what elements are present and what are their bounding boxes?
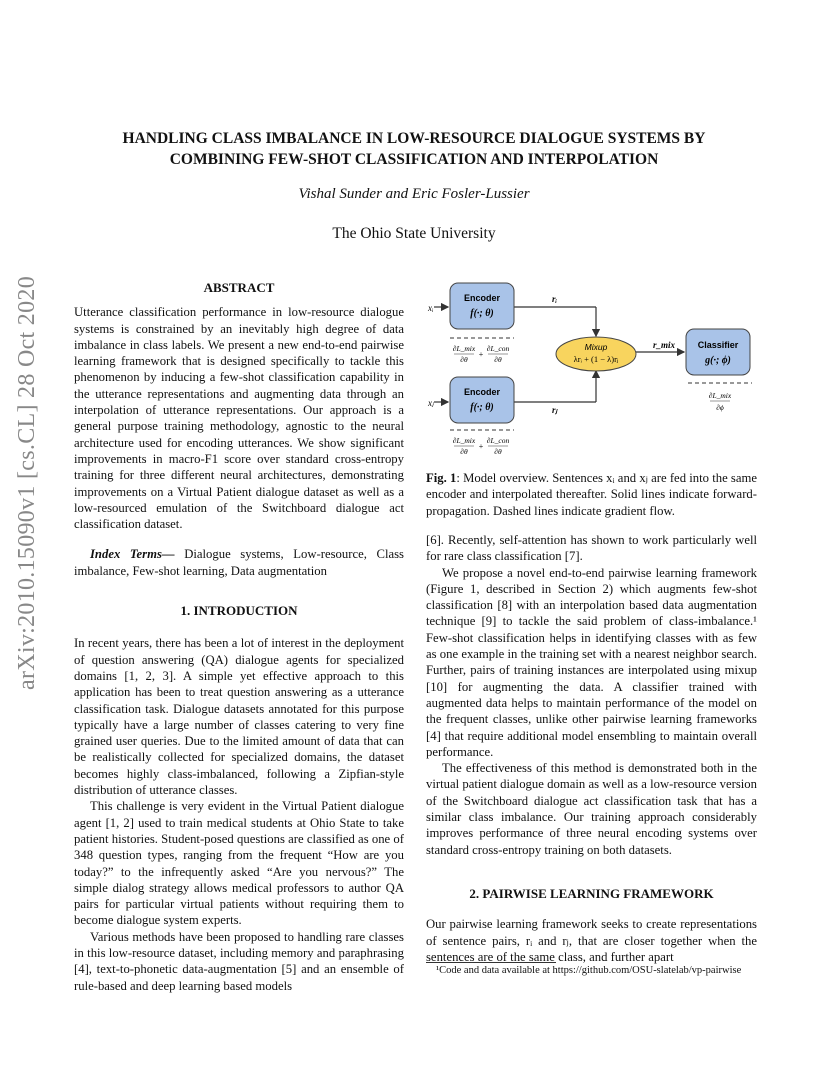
svg-text:Classifier: Classifier <box>697 340 739 350</box>
affiliation: The Ohio State University <box>332 225 496 242</box>
abstract-heading: ABSTRACT <box>203 280 275 295</box>
arxiv-sidebar: arXiv:2010.15090v1 [cs.CL] 28 Oct 2020 <box>14 275 40 690</box>
svg-text:f(·; θ): f(·; θ) <box>470 308 494 319</box>
svg-text:∂θ: ∂θ <box>494 355 502 364</box>
encoder-box-bottom <box>450 377 514 423</box>
figure-caption: Fig. 1: Model overview. Sentences xᵢ and xⱼ are fed into the same encoder and interpolated thereafter. Solid lines indicate forward-propagation. Dashed lines indicate gradient flow. <box>426 471 757 518</box>
right-paragraph-2: We propose a novel end-to-end pairwise learning framework (Figure 1, described in Section 2) which augments few-shot classification [8] with an interpolation based data augmentation technique [9] to tackle the said problem of class-imbalance.¹ Few-shot classification helps in identifying classes with as few as one example in the training set with a nearest neighbor search. Further, pairs of training instances are interpolated using mixup [10] for augmenting the data. A classifier trained with augmented data helps to maintain performance of the model on the frequent classes, unlike other pairwise learning frameworks [4] that require additional model ensembling to maintain overall performance. <box>426 565 757 759</box>
right-column <box>426 532 757 965</box>
svg-text:∂L_mix: ∂L_mix <box>452 436 476 445</box>
svg-text:∂θ: ∂θ <box>494 447 502 456</box>
svg-text:Encoder: Encoder <box>463 293 501 303</box>
svg-text:Encoder: Encoder <box>463 387 501 397</box>
left-column <box>74 280 404 994</box>
svg-text:g(·; ϕ): g(·; ϕ) <box>705 355 731 366</box>
intro-paragraph-1: In recent years, there has been a lot of interest in the deployment of question answering (QA) dialogue agents for specialized domains [1, 2, 3]. A simple yet effective approach to this application has been to treat question answering as a utterance classification task. Dialogue datasets annotated for this purpose typically have a large number of classes catering to very fine grained user queries. Due to the limited amount of data that can be realistically collected for specialized domains, the dataset becomes highly class-imbalanced, following a Zipfian-style distribution of utterance classes. <box>74 636 404 798</box>
svg-text:∂L_con: ∂L_con <box>486 344 510 353</box>
svg-text:r_mix: r_mix <box>653 340 676 350</box>
svg-text:xⱼ: xⱼ <box>428 398 434 408</box>
svg-text:Mixup: Mixup <box>584 342 608 352</box>
svg-text:∂L_con: ∂L_con <box>486 436 510 445</box>
section2-paragraph: Our pairwise learning framework seeks to create representations of sentence pairs, rᵢ and rⱼ, that are closer together when the sentences are of the same class, and further apart <box>426 917 757 964</box>
footnote-rule <box>426 962 556 963</box>
intro-paragraph-2: This challenge is very evident in the Virtual Patient dialogue agent [1, 2] used to train medical students at Ohio State to take patient histories. Student-posed questions are classified as one of 348 question types, ranging from the frequent “How are you today?” to the infrequently asked “Are you nervous?” The simple dialog strategy allows medical professors to author QA pairs for particular virtual patients without requiring them to become dialogue system experts. <box>74 799 404 928</box>
section2-heading: 2. PAIRWISE LEARNING FRAMEWORK <box>469 885 714 901</box>
abstract-text: Utterance classification performance in low-resource dialogue systems is constrained by an inevitably high degree of data imbalance in class labels. We present a new end-to-end pairwise learning framework that is designed specifically to tackle this phenomenon by inducing a few-shot classification capability in the utterance representations and augmenting data through an interpolation of utterance representations. Our approach is a general purpose training methodology, agnostic to the neural architecture used for encoding utterances. We show significant improvements in macro-F1 score over standard cross-entropy training for three different neural architectures, demonstrating improvements on a Virtual Patient dialogue dataset as well as a low-resourced emulation of the Switchboard dialogue act classification dataset. <box>74 305 404 532</box>
svg-text:∂θ: ∂θ <box>460 355 468 364</box>
svg-text:f(·; θ): f(·; θ) <box>470 402 494 413</box>
svg-text:∂θ: ∂θ <box>460 447 468 456</box>
right-paragraph-3: The effectiveness of this method is demonstrated both in the virtual patient dialogue domain as well as a low-resource version of the Switchboard dialogue act classification task that has a similar class imbalance. Our training approach considerably improves performance of three neural encoding systems over standard cross-entropy training on both datasets. <box>426 761 757 857</box>
svg-text:rⱼ: rⱼ <box>552 405 558 415</box>
encoder-box-top <box>450 283 514 329</box>
authors: Vishal Sunder and Eric Fosler-Lussier <box>298 186 530 202</box>
svg-text:∂ϕ: ∂ϕ <box>716 403 724 412</box>
svg-text:+: + <box>478 442 484 451</box>
intro-paragraph-3: Various methods have been proposed to handling rare classes in this low-resource dataset, including memory and paraphrasing [4], text-to-phonetic data-augmentation [5] and an ensemble of rule-based and deep learning based models <box>74 929 404 993</box>
classifier-box <box>686 329 750 375</box>
svg-text:∂L_mix: ∂L_mix <box>452 344 476 353</box>
footnote: ¹Code and data available at https://github.com/OSU-slatelab/vp-pairwise <box>436 965 742 976</box>
model-diagram <box>420 280 760 470</box>
intro-heading: 1. INTRODUCTION <box>180 603 298 619</box>
paper-title: HANDLING CLASS IMBALANCE IN LOW-RESOURCE DIALOGUE SYSTEMS BY COMBINING FEW-SHOT CLASSIFICATION AND INTERPOLATION <box>122 130 706 168</box>
svg-text:rᵢ: rᵢ <box>552 294 558 304</box>
svg-text:∂L_mix: ∂L_mix <box>708 391 732 400</box>
svg-text:λrᵢ + (1 − λ)rⱼ: λrᵢ + (1 − λ)rⱼ <box>573 354 619 364</box>
svg-text:+: + <box>478 350 484 359</box>
right-paragraph-1: [6]. Recently, self-attention has shown to work particularly well for rare class classification [7]. <box>426 533 757 564</box>
index-terms: Index Terms— Dialogue systems, Low-resource, Class imbalance, Few-shot learning, Data augmentation <box>74 547 404 578</box>
svg-text:xᵢ: xᵢ <box>428 303 434 313</box>
